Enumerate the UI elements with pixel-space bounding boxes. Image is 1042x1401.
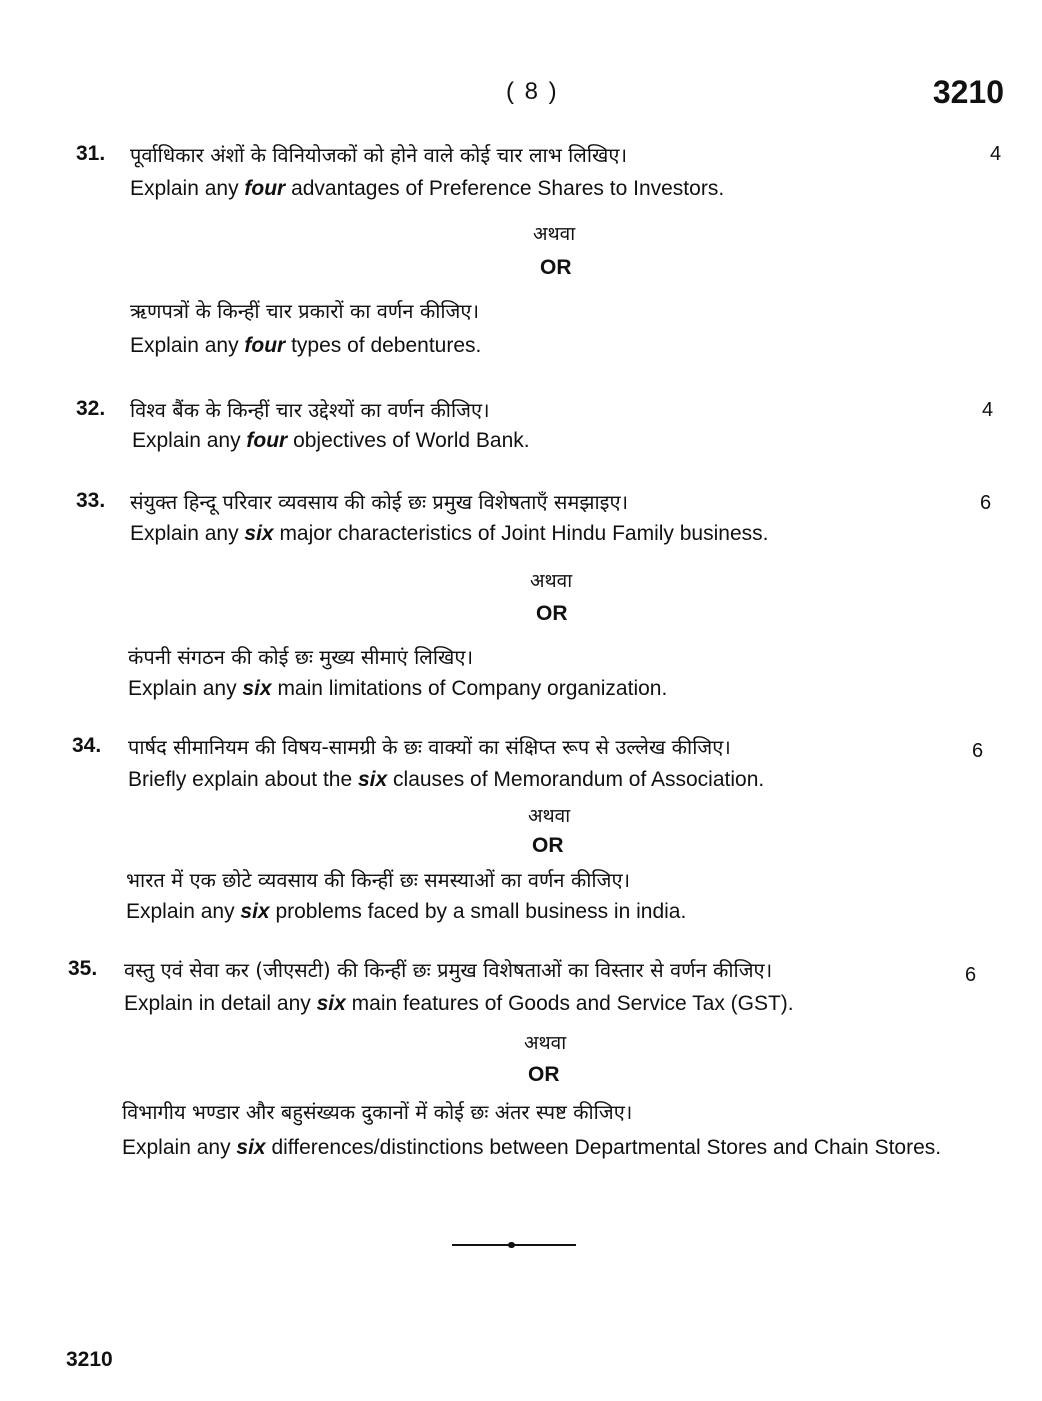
- question-text-hindi: वस्तु एवं सेवा कर (जीएसटी) की किन्हीं छः प्रमुख विशेषताओं का विस्तार से वर्णन कीजिए।: [124, 958, 773, 982]
- alternative-text-hindi: कंपनी संगठन की कोई छः मुख्य सीमाएं लिखिए।: [128, 645, 474, 669]
- alternative-text-english: Explain any six problems faced by a small business in india.: [126, 900, 687, 923]
- question-marks: 4: [982, 399, 994, 421]
- or-separator-english: OR: [536, 602, 568, 625]
- alternative-text-english: Explain any six differences/distinctions between Departmental Stores and Chain Stores.: [122, 1136, 942, 1159]
- question-text-hindi: पूर्वाधिकार अंशों के विनियोजकों को होने वाले कोई चार लाभ लिखिए।: [130, 143, 628, 167]
- question-marks: 6: [980, 492, 992, 514]
- question-text-english: Briefly explain about the six clauses of Memorandum of Association.: [128, 768, 765, 791]
- question-text-english: Explain any four objectives of World Bank.: [132, 429, 530, 452]
- question-marks: 4: [990, 143, 1002, 165]
- paper-code-footer: 3210: [66, 1348, 113, 1371]
- question-text-english: Explain any six major characteristics of Joint Hindu Family business.: [130, 522, 769, 545]
- question-text-english: Explain in detail any six main features of Goods and Service Tax (GST).: [124, 992, 794, 1015]
- or-separator-english: OR: [532, 834, 564, 857]
- question-number: 35.: [68, 957, 98, 980]
- or-separator-hindi: अथवा: [533, 223, 576, 245]
- question-marks: 6: [972, 740, 984, 762]
- question-text-hindi: संयुक्त हिन्दू परिवार व्यवसाय की कोई छः प्रमुख विशेषताएँ समझाइए।: [130, 490, 629, 514]
- or-separator-english: OR: [540, 256, 572, 279]
- or-separator-hindi: अथवा: [530, 570, 573, 592]
- alternative-text-hindi: भारत में एक छोटे व्यवसाय की किन्हीं छः समस्याओं का वर्णन कीजिए।: [126, 868, 631, 892]
- question-number: 33.: [76, 489, 106, 512]
- or-separator-hindi: अथवा: [528, 805, 571, 827]
- paper-code-header: 3210: [932, 74, 1004, 110]
- question-number: 31.: [76, 142, 106, 165]
- question-marks: 6: [965, 964, 977, 986]
- question-text-hindi: विश्व बैंक के किन्हीं चार उद्देश्यों का वर्णन कीजिए।: [130, 398, 490, 422]
- alternative-text-english: Explain any six main limitations of Company organization.: [128, 677, 668, 700]
- or-separator-hindi: अथवा: [524, 1032, 567, 1054]
- alternative-text-english: Explain any four types of debentures.: [130, 334, 482, 357]
- end-of-paper-dot: [508, 1242, 515, 1248]
- alternative-text-hindi: ऋणपत्रों के किन्हीं चार प्रकारों का वर्णन कीजिए।: [130, 299, 480, 323]
- page-number: ( 8 ): [506, 78, 559, 105]
- question-number: 34.: [72, 734, 102, 757]
- alternative-text-hindi: विभागीय भण्डार और बहुसंख्यक दुकानों में कोई छः अंतर स्पष्ट कीजिए।: [122, 1100, 633, 1124]
- or-separator-english: OR: [528, 1063, 560, 1086]
- question-number: 32.: [76, 397, 106, 420]
- question-text-hindi: पार्षद सीमानियम की विषय-सामग्री के छः वाक्यों का संक्षिप्त रूप से उल्लेख कीजिए।: [128, 735, 731, 759]
- question-text-english: Explain any four advantages of Preference Shares to Investors.: [130, 177, 725, 200]
